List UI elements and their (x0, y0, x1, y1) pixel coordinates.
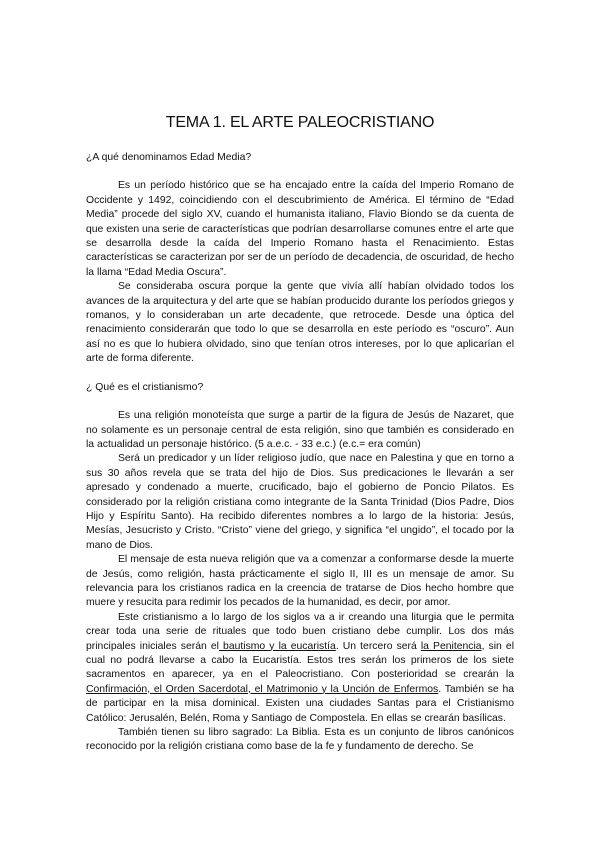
paragraph: Es un período histórico que se ha encajado entre la caída del Imperio Romano de Occidente y 1492, coincidiendo con el descubrimiento de América. El término de “Edad Media” procede del siglo XV, cuando el humanista italiano, Flavio Biondo se da cuenta de que existen una serie de características que podrían desarrollarse comunes entre el arte que se desarrolla desde la caída del Imperio Romano hasta el Renacimiento. Estas características se caracterizan por ser de un período de decadencia, de oscuridad, de hecho la llama “Edad Media Oscura”. (86, 180, 514, 278)
section-question-edad-media: ¿A qué denominamos Edad Media? (86, 152, 252, 163)
paragraph: Se consideraba oscura porque la gente que vivía allí habían olvidado todos los avances de la arquitectura y del arte que se habían producido durante los períodos griegos y romanos, y lo consideraban un arte decadente, que retrocede. Desde una óptica del renacimiento considerarán que todo lo que se desarrolla en este período es “oscuro”. Aun así no es que lo hubiera olvidado, sino que tenían otros intereses, por lo que aplicarían el arte de forma diferente. (86, 281, 514, 365)
paragraph: Será un predicador y un líder religioso judío, que nace en Palestina y que en torno a sus 30 años revela que se trata del hijo de Dios. Sus predicaciones le llevarán a ser apresado y condenado a muerte, crucificado, bajo el gobierno de Poncio Pilatos. Es considerado por la religión cristiana como integrante de la Santa Trinidad (Dios Padre, Dios Hijo y Espíritu Santo). Ha recibido diferentes nombres a lo largo de la historia: Jesús, Mesías, Jesucristo y Cristo. “Cristo” viene del griego, y significa “el ungido”, el tocado por la mano de Dios. (86, 453, 514, 551)
text-run: Este cristianismo a lo largo de los siglos va a ir creando una liturgia que le permita crear toda una serie de rituales que todo buen cristiano debe cumplir. Los dos más principales iniciales serán el (86, 611, 514, 652)
paragraph-sacraments (86, 611, 514, 726)
underlined-text: bautismo y la eucaristía (218, 640, 336, 652)
text-run: . También se ha de participar en la misa dominical. Existen una ciudades Santas para el Cristianismo Católico: Jerusalén, Belén, Roma y Santiago de Compostela. En ellas se crearán basílicas. (86, 683, 514, 724)
page-title: TEMA 1. EL ARTE PALEOCRISTIANO (165, 114, 435, 131)
text-run: , sin el cual no podrá llevarse a cabo la Eucaristía. Estos tres serán los primeros de los siete sacramentos en aparecer, ya en el Paleocristiano. Con posterioridad se crearán la (86, 640, 515, 681)
document-body (86, 151, 514, 755)
text-run: . Un tercero será (335, 640, 421, 652)
paragraph: El mensaje de esta nueva religión que va a comenzar a conformarse desde la muerte de Jesús, como religión, hasta prácticamente el siglo II, III es un mensaje de amor. Su relevancia para los cristianos radica en la creencia de tratarse de Dios hecho hombre que muere y resucita para redimir los pecados de la humanidad, es decir, por amor. (86, 554, 514, 609)
paragraph: También tienen su libro sagrado: La Biblia. Esta es un conjunto de libros canónicos reconocido por la religión cristiana como base de la fe y fundamento de derecho. Se (86, 727, 514, 753)
underlined-text: Confirmación, el Orden Sacerdotal, el Matrimonio y la Unción de Enfermos (86, 683, 439, 695)
underlined-text: la Penitencia (420, 640, 482, 652)
paragraph: Es una religión monoteísta que surge a partir de la figura de Jesús de Nazaret, que no solamente es un personaje central de esta religión, sino que también es considerado en la actualidad un personaje histórico. (5 a.e.c. - 33 e.c.) (e.c.= era común) (86, 410, 514, 450)
section-question-cristianismo: ¿ Qué es el cristianismo? (86, 381, 204, 393)
